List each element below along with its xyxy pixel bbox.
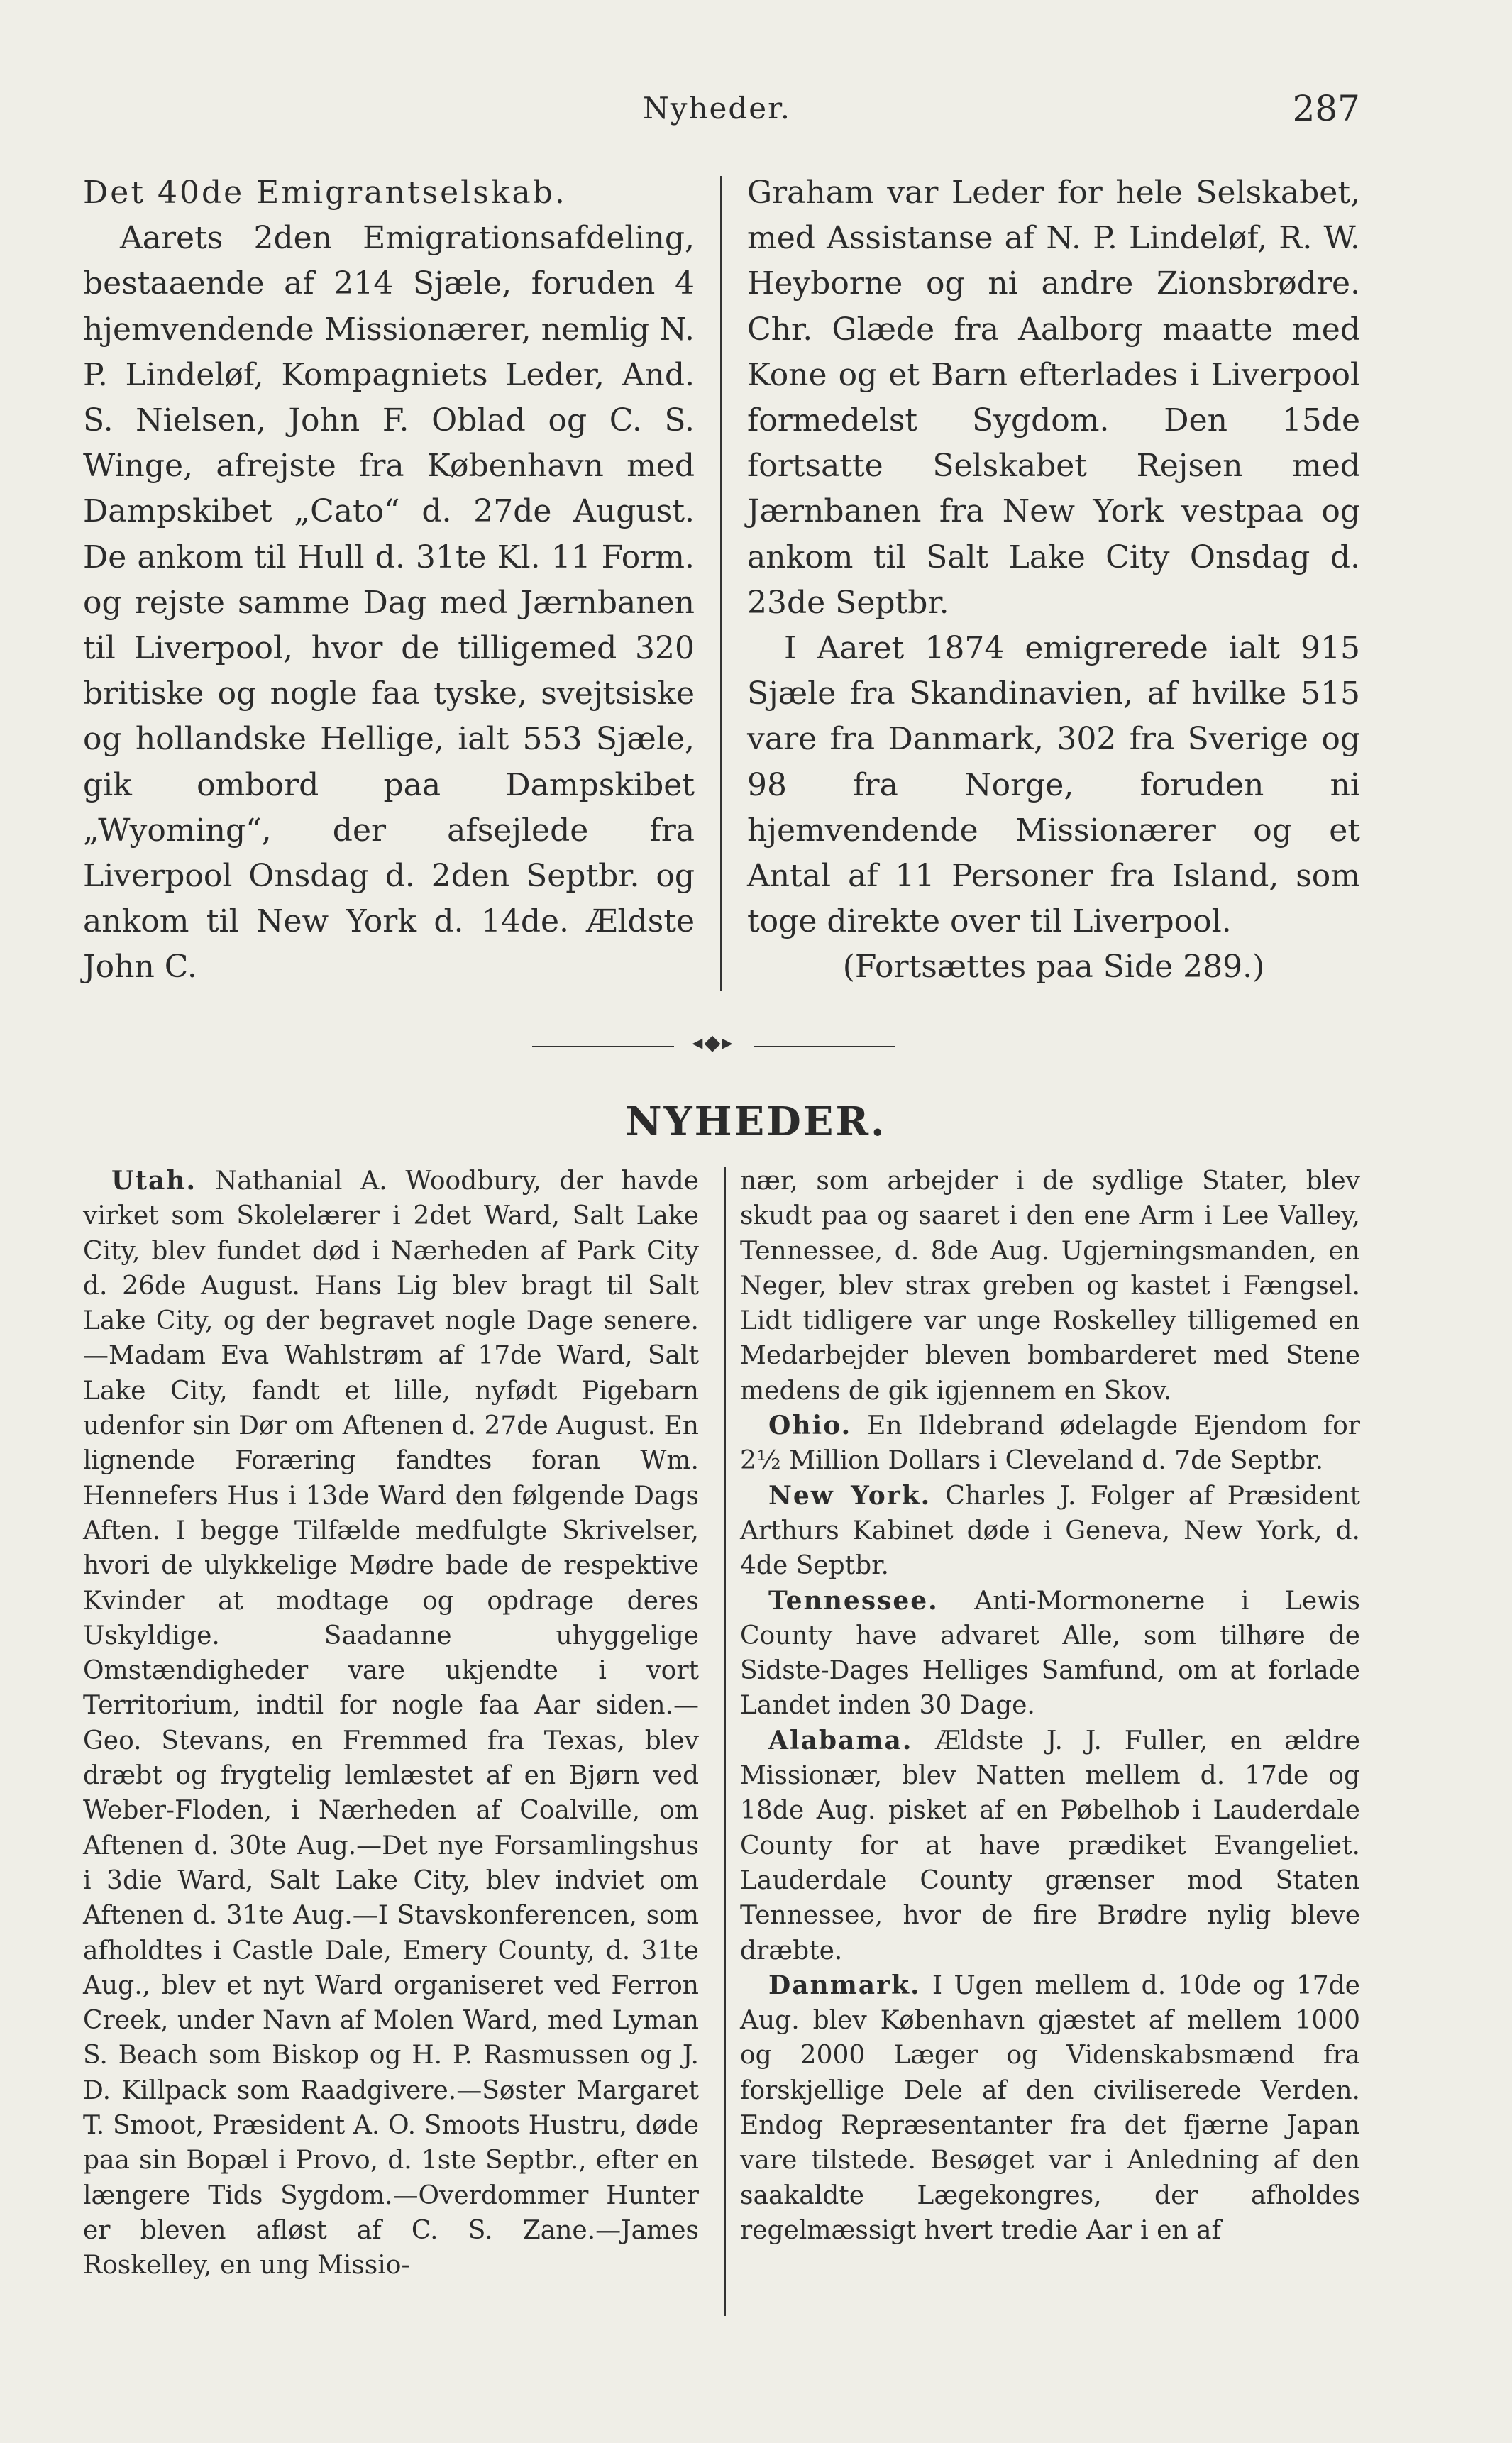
news-text: Charles J. Folger af Præsident Arthurs Kabinet døde i Geneva, New York, d. 4de Septbr.: [740, 1481, 1360, 1581]
ornament-rule-left: [532, 1046, 674, 1047]
article-paragraph: I Aaret 1874 emigrerede ialt 915 Sjæle fra Skandinavien, af hvilke 515 vare fra Danmark, 302 fra Sverige og 98 fra Norge, foruden ni hjemvendende Missionærer og et Antal af 11 Personer fra Island, som toge direkte over til Liverpool.: [747, 630, 1360, 940]
news-text: Ældste J. J. Fuller, en ældre Missionær, blev Natten mellem d. 17de og 18de Aug. pisket af en Pøbelhob i Lauderdale County for at have prædiket Evangeliet. Lauderdale County grænser mod Staten Tennessee, hvor de fire Brødre nylig bleve dræbte.: [740, 1726, 1360, 1965]
article-right-column: [747, 170, 1360, 991]
news-text: nær, som arbejder i de sydlige Stater, blev skudt paa og saaret i den ene Arm i Lee Valley, Tennessee, d. 8de Aug. Ugjerningsmanden, en Neger, blev strax greben og kastet i Fængsel. Lidt tidligere var unge Roskelley tilligemed en Medarbejder bleven bombarderet med Stene medens de gik igjennem en Skov.: [740, 1167, 1360, 1406]
news-item: [740, 1968, 1360, 2248]
news-title: NYHEDER.: [625, 1098, 887, 1145]
news-state: Alabama.: [768, 1725, 913, 1755]
news-item: [740, 1408, 1360, 1479]
news-item: [740, 1724, 1360, 1968]
page-header: [0, 84, 1512, 140]
ornament-glyph: ◂◆▸: [692, 1030, 734, 1055]
continued-note: (Fortsættes paa Side 289.): [842, 949, 1265, 986]
news-item: [740, 1479, 1360, 1584]
news-text: Anti-Mormonerne i Lewis County have advaret Alle, som tilhøre de Sidste-Dages Helliges Samfund, om at forlade Landet inden 30 Dage.: [740, 1586, 1360, 1721]
news-item: [740, 1584, 1360, 1724]
article-heading: Det 40de Emigrantselskab.: [83, 175, 567, 211]
column-divider: [720, 176, 722, 991]
news-item: [740, 1164, 1360, 1408]
article-paragraph: Aarets 2den Emigrationsafdeling, bestaaende af 214 Sjæle, foruden 4 hjemvendende Missionærer, nemlig N. P. Lindeløf, Kompagniets Leder, And. S. Nielsen, John F. Oblad og C. S. Winge, afrejste fra København med Dampskibet „Cato“ d. 27de August. De ankom til Hull d. 31te Kl. 11 Form. og rejste samme Dag med Jærnbanen til Liverpool, hvor de tilligemed 320 britiske og nogle faa tyske, svejtsiske og hollandske Hellige, ialt 553 Sjæle, gik ombord paa Dampskibet „Wyoming“, der afsejlede fra Liverpool Onsdag d. 2den Septbr. og ankom til New York d. 14de. Ældste John C.: [83, 220, 695, 986]
section-ornament: [532, 1030, 895, 1061]
news-state: Danmark.: [768, 1970, 921, 2000]
running-head: Nyheder.: [643, 91, 791, 126]
news-text: En Ildebrand ødelagde Ejendom for 2½ Million Dollars i Cleveland d. 7de Septbr.: [740, 1411, 1360, 1476]
ornament-rule-right: [754, 1046, 895, 1047]
news-state: Tennessee.: [768, 1585, 939, 1616]
news-item: [83, 1164, 699, 2283]
news-left-column: [83, 1164, 699, 2283]
article-left-column: [83, 170, 695, 991]
news-right-column: [740, 1164, 1360, 2248]
news-text: Nathanial A. Woodbury, der havde virket som Skolelærer i 2det Ward, Salt Lake City, blev fundet død i Nærheden af Park City d. 26de August. Hans Lig blev bragt til Salt Lake City, og der begravet nogle Dage senere.—Madam Eva Wahlstrøm af 17de Ward, Salt Lake City, fandt et lille, nyfødt Pigebarn udenfor sin Dør om Aftenen d. 27de August. En lignende Foræring fandtes foran Wm. Hennefers Hus i 13de Ward den følgende Dags Aften. I begge Tilfælde medfulgte Skrivelser, hvori de ulykkelige Mødre bade de respektive Kvinder at modtage og opdrage deres Uskyldige. Saadanne uhyggelige Omstændigheder vare ukjendte i vort Territorium, indtil for nogle faa Aar siden.—Geo. Stevans, en Fremmed fra Texas, blev dræbt og frygtelig lemlæstet af en Bjørn ved Weber-Floden, i Nærheden af Coalville, om Aftenen d. 30te Aug.—Det nye Forsamlingshus i 3die Ward, Salt Lake City, blev indviet om Aftenen d. 31te Aug.—I Stavskonferencen, som afholdtes i Castle Dale, Emery County, d. 31te Aug., blev et nyt Ward organiseret ved Ferron Creek, under Navn af Molen Ward, med Lyman S. Beach som Biskop og H. P. Rasmussen og J. D. Killpack som Raadgivere.—Søster Margaret T. Smoot, Præsident A. O. Smoots Hustru, døde paa sin Bopæl i Provo, d. 1ste Septbr., efter en længere Tids Sygdom.—Overdommer Hunter er bleven afløst af C. S. Zane.—James Roskelley, en ung Missio-: [83, 1167, 699, 2281]
news-state: Utah.: [111, 1166, 197, 1196]
news-state: New York.: [768, 1480, 932, 1511]
news-state: Ohio.: [768, 1411, 852, 1441]
news-text: I Ugen mellem d. 10de og 17de Aug. blev København gjæstet af mellem 1000 og 2000 Læger og Videnskabsmænd fra forskjellige Dele af den civiliserede Verden. Endog Repræsentanter fra det fjærne Japan vare tilstede. Besøget var i Anledning af den saakaldte Lægekongres, der afholdes regelmæssigt hvert tredie Aar i en af: [740, 1970, 1360, 2245]
column-divider: [724, 1167, 726, 2316]
page-number: 287: [1292, 88, 1360, 129]
article-paragraph: Graham var Leder for hele Selskabet, med Assistanse af N. P. Lindeløf, R. W. Heyborne og ni andre Zionsbrødre. Chr. Glæde fra Aalborg maatte med Kone og et Barn efterlades i Liverpool formedelst Sygdom. Den 15de fortsatte Selskabet Rejsen med Jærnbanen fra New York vestpaa og ankom til Salt Lake City Onsdag d. 23de Septbr.: [747, 175, 1360, 621]
